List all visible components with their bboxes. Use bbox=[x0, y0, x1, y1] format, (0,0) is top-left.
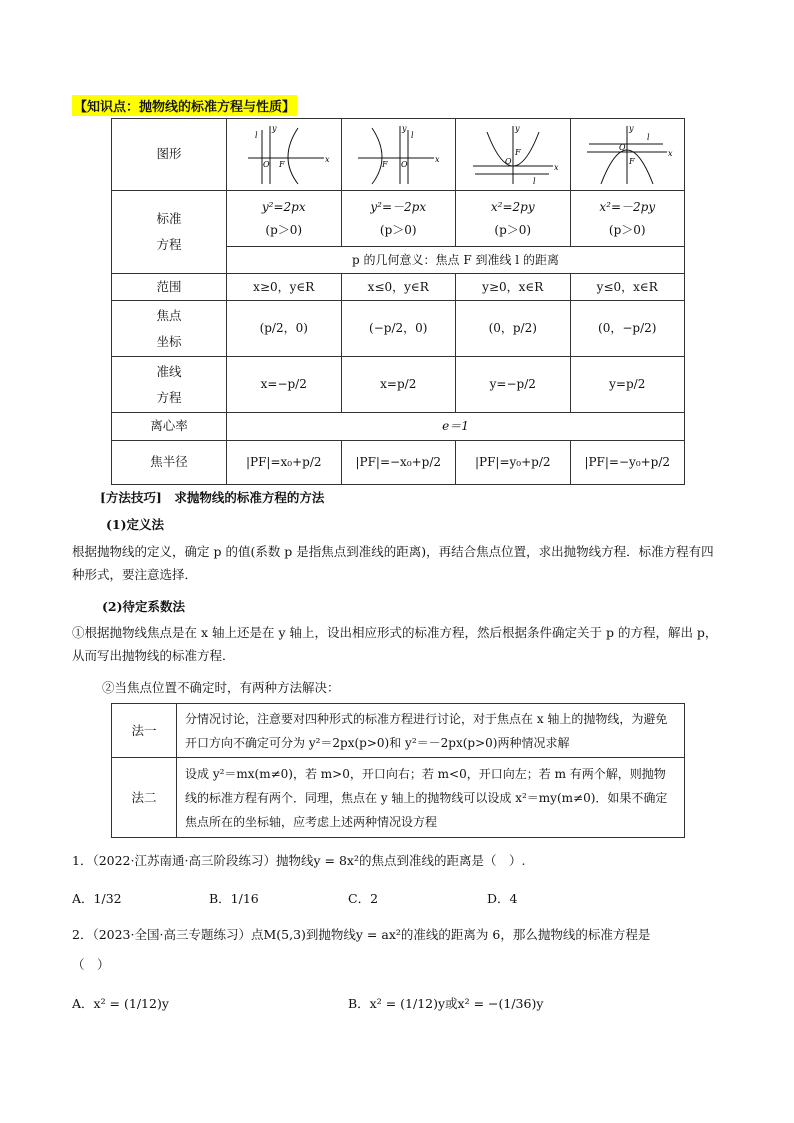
radius-2: |PF|=−x₀+p/2 bbox=[341, 440, 456, 484]
row-head-focal-radius: 焦半径 bbox=[112, 440, 227, 484]
equation-1: y²=2px (p＞0) bbox=[227, 191, 342, 247]
row-head-focus: 焦点 坐标 bbox=[112, 301, 227, 357]
graph-up-opening bbox=[456, 119, 571, 191]
svg-text:l: l bbox=[532, 176, 536, 186]
approach-1-text: 分情况讨论，注意要对四种形式的标准方程进行讨论，对于焦点在 x 轴上的抛物线，为避免开口方向不确定可分为 y²＝2px(p>0)和 y²＝－2px(p>0)两种情况求解 bbox=[177, 704, 685, 758]
coefficient-method-title: (2)待定系数法 bbox=[102, 599, 186, 614]
approach-1-label: 法一 bbox=[112, 704, 177, 758]
equation-4: x²=－2py (p＞0) bbox=[570, 191, 685, 247]
radius-4: |PF|=−y₀+p/2 bbox=[570, 440, 685, 484]
directrix-1: x=−p/2 bbox=[227, 357, 342, 413]
question-2-stem-bracket: （ ） bbox=[72, 957, 110, 972]
directrix-3: y=−p/2 bbox=[456, 357, 571, 413]
definition-method-title: (1)定义法 bbox=[106, 517, 165, 532]
svg-text:O: O bbox=[401, 159, 408, 169]
q1-option-d[interactable]: D．4 bbox=[487, 891, 518, 906]
focus-3: (0，p/2) bbox=[456, 301, 571, 357]
equation-2: y²=－2px (p＞0) bbox=[341, 191, 456, 247]
coefficient-method-step2: ②当焦点位置不确定时，有两种方法解决： bbox=[102, 680, 340, 695]
graph-right-opening bbox=[227, 119, 342, 191]
section-title: 【知识点：抛物线的标准方程与性质】 bbox=[72, 95, 297, 116]
svg-text:O: O bbox=[619, 142, 626, 152]
radius-3: |PF|=y₀+p/2 bbox=[456, 440, 571, 484]
svg-text:l: l bbox=[411, 130, 414, 140]
row-graph bbox=[112, 119, 685, 191]
svg-text:x: x bbox=[435, 154, 440, 164]
svg-text:l: l bbox=[254, 130, 258, 140]
range-3: y≥0，x∈R bbox=[456, 274, 571, 301]
row-head-graph: 图形 bbox=[112, 119, 227, 191]
row-directrix bbox=[112, 357, 685, 413]
svg-text:y: y bbox=[402, 123, 407, 133]
row-head-eccentricity: 离心率 bbox=[112, 413, 227, 440]
q2-option-a[interactable]: A．x² = (1/12)y bbox=[72, 996, 169, 1011]
equation-3: x²=2py (p＞0) bbox=[456, 191, 571, 247]
svg-text:x: x bbox=[668, 148, 673, 158]
eccentricity-value: e＝1 bbox=[227, 413, 685, 440]
row-head-directrix: 准线 方程 bbox=[112, 357, 227, 413]
graph-left-opening bbox=[341, 119, 456, 191]
p-meaning: p 的几何意义：焦点 F 到准线 l 的距离 bbox=[227, 247, 685, 274]
focus-2: (−p/2，0) bbox=[341, 301, 456, 357]
row-head-equation: 标准 方程 bbox=[112, 191, 227, 274]
row-head-range: 范围 bbox=[112, 274, 227, 301]
range-2: x≤0，y∈R bbox=[341, 274, 456, 301]
question-1-stem: 1．（2022·江苏南通·高三阶段练习）抛物线y = 8x²的焦点到准线的距离是（ ）. bbox=[72, 853, 526, 868]
svg-text:x: x bbox=[553, 162, 559, 172]
focus-4: (0，−p/2) bbox=[570, 301, 685, 357]
question-2-stem: 2．（2023·全国·高三专题练习）点M(5,3)到抛物线y = ax²的准线的距离为 6，那么抛物线的标准方程是 bbox=[72, 927, 651, 942]
method-heading: [方法技巧] 求抛物线的标准方程的方法 bbox=[100, 490, 325, 505]
row-equation bbox=[112, 191, 685, 247]
directrix-2: x=p/2 bbox=[341, 357, 456, 413]
q1-option-a[interactable]: A．1/32 bbox=[72, 891, 122, 906]
q2-option-b[interactable]: B．x² = (1/12)y或x² = −(1/36)y bbox=[348, 996, 544, 1011]
row-focus bbox=[112, 301, 685, 357]
parabola-properties-table bbox=[111, 118, 685, 485]
q1-option-b[interactable]: B．1/16 bbox=[209, 891, 259, 906]
range-1: x≥0，y∈R bbox=[227, 274, 342, 301]
svg-text:y: y bbox=[514, 123, 520, 133]
svg-text:y: y bbox=[629, 123, 634, 133]
svg-text:l: l bbox=[647, 132, 650, 142]
definition-method-text: 根据抛物线的定义，确定 p 的值(系数 p 是指焦点到准线的距离)，再结合焦点位置，求出抛物线方程．标准方程有四种形式，要注意选择． bbox=[72, 544, 714, 583]
approaches-table bbox=[111, 703, 685, 838]
svg-text:F: F bbox=[514, 147, 521, 157]
svg-text:F: F bbox=[278, 159, 285, 169]
svg-text:F: F bbox=[382, 159, 388, 169]
approach-2-label: 法二 bbox=[112, 758, 177, 838]
row-range bbox=[112, 274, 685, 301]
svg-text:F: F bbox=[629, 156, 635, 166]
row-focal-radius bbox=[112, 440, 685, 484]
q1-option-c[interactable]: C．2 bbox=[348, 891, 379, 906]
approach-2-text: 设成 y²＝mx(m≠0)，若 m>0，开口向右；若 m<0，开口向左；若 m 有两个解，则抛物线的标准方程有两个．同理，焦点在 y 轴上的抛物线可以设成 x²＝my(m≠0)．如果不确定焦点所在的坐标轴，应考虑上述两种情况设方程 bbox=[177, 758, 685, 838]
range-4: y≤0，x∈R bbox=[570, 274, 685, 301]
svg-text:y: y bbox=[271, 123, 277, 133]
focus-1: (p/2，0) bbox=[227, 301, 342, 357]
directrix-4: y=p/2 bbox=[570, 357, 685, 413]
svg-text:O: O bbox=[504, 156, 512, 166]
row-eccentricity bbox=[112, 413, 685, 440]
coefficient-method-step1: ①根据抛物线焦点是在 x 轴上还是在 y 轴上，设出相应形式的标准方程，然后根据条件确定关于 p 的方程，解出 p，从而写出抛物线的标准方程． bbox=[72, 625, 718, 664]
graph-down-opening bbox=[570, 119, 685, 191]
svg-text:x: x bbox=[324, 154, 330, 164]
radius-1: |PF|=x₀+p/2 bbox=[227, 440, 342, 484]
svg-text:O: O bbox=[262, 159, 270, 169]
